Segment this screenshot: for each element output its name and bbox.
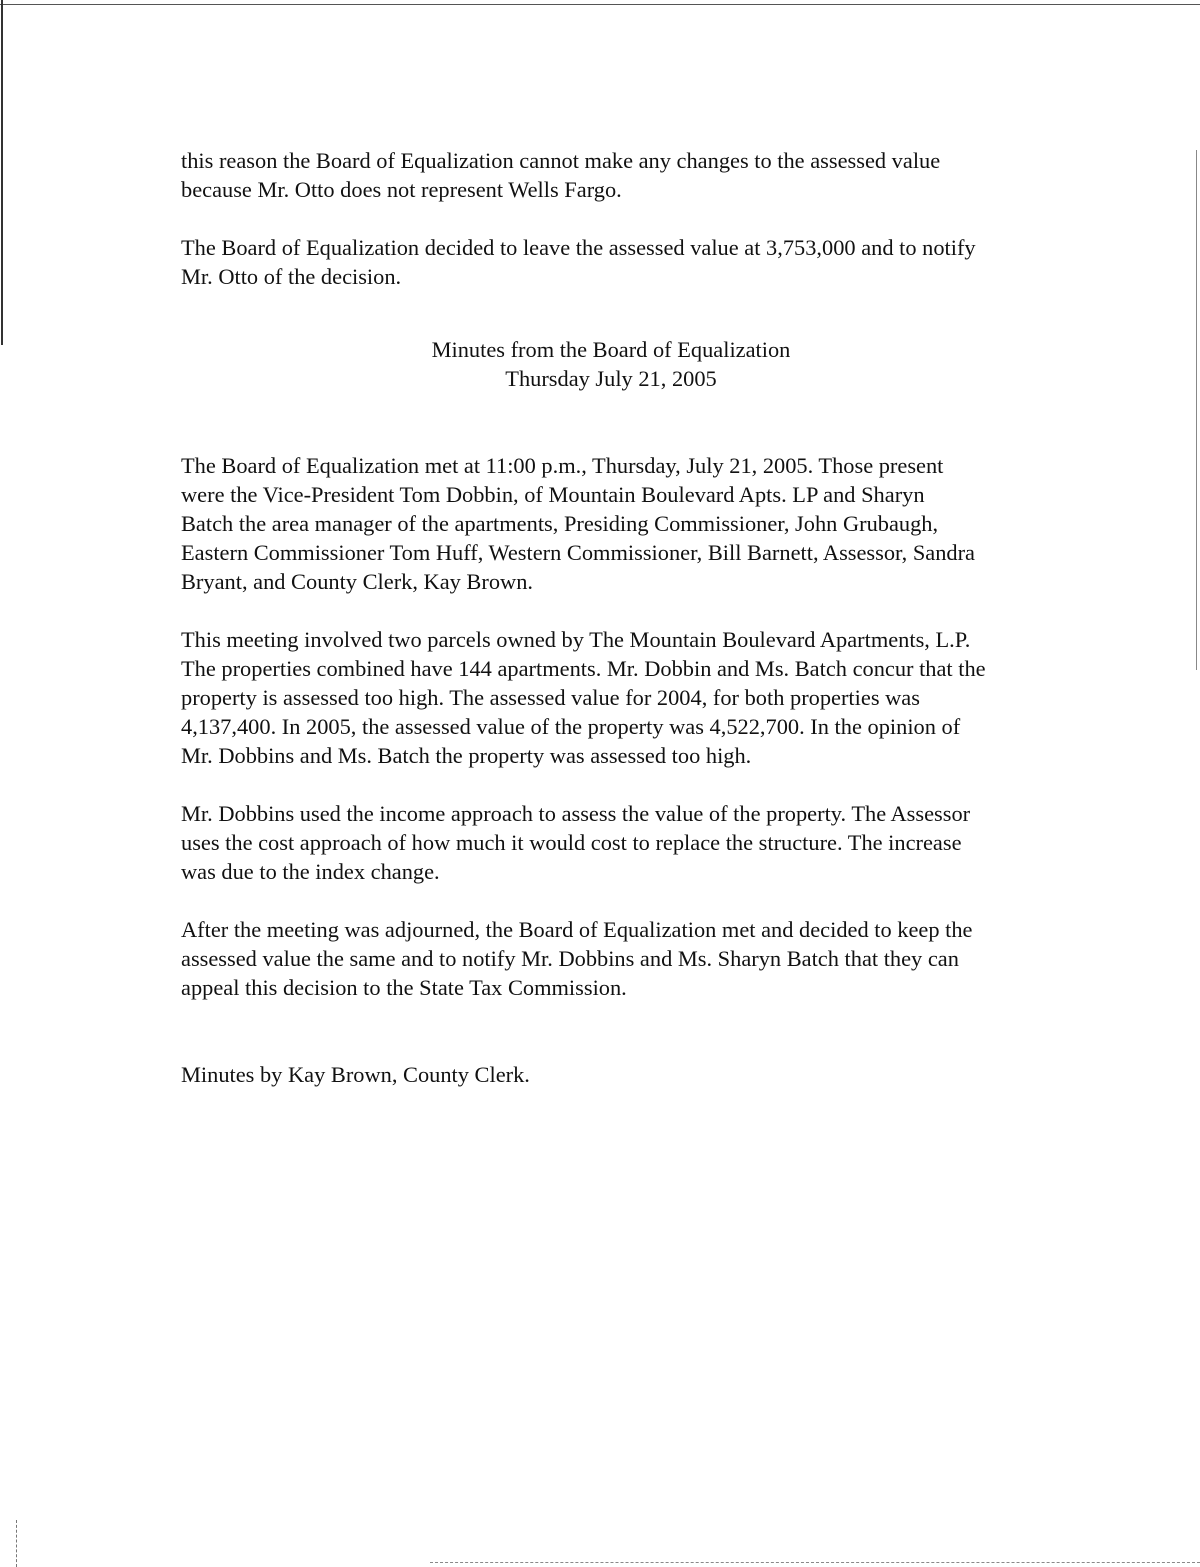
scan-edge-bottom-left	[16, 1520, 18, 1567]
scan-edge-top	[0, 4, 1200, 5]
minutes-heading	[181, 335, 1041, 393]
minutes-heading-date: Thursday July 21, 2005	[505, 366, 717, 391]
minutes-heading-title: Minutes from the Board of Equalization	[431, 337, 791, 362]
paragraph-attendees: The Board of Equalization met at 11:00 p.m., Thursday, July 21, 2005. Those present were the Vice-President Tom Dobbin, of Mountain Boulevard Apts. LP and Sharyn Batch the area manager of the apartments, Presiding Commissioner, John Grubaugh, Eastern Commissioner Tom Huff, Western Commissioner, Bill Barnett, Assessor, Sandra Bryant, and County Clerk, Kay Brown.	[181, 453, 975, 594]
paragraph-parcels: This meeting involved two parcels owned by The Mountain Boulevard Apartments, L.P. The properties combined have 144 apartments. Mr. Dobbin and Ms. Batch concur that the property is assessed too high. The assessed value for 2004, for both properties was 4,137,400. In 2005, the assessed value of the property was 4,522,700. In the opinion of Mr. Dobbins and Ms. Batch the property was assessed too high.	[181, 627, 986, 768]
document-page	[181, 146, 1041, 1118]
scan-edge-right	[1196, 150, 1197, 670]
paragraph-decision-otto: The Board of Equalization decided to leave the assessed value at 3,753,000 and to notify Mr. Otto of the decision.	[181, 235, 976, 289]
paragraph-decision-dobbins: After the meeting was adjourned, the Board of Equalization met and decided to keep the assessed value the same and to notify Mr. Dobbins and Ms. Sharyn Batch that they can appeal this decision to the State Tax Commission.	[181, 917, 973, 1000]
paragraph-continuation: this reason the Board of Equalization cannot make any changes to the assessed value because Mr. Otto does not represent Wells Fargo.	[181, 148, 941, 202]
scan-edge-left	[1, 0, 3, 345]
signoff: Minutes by Kay Brown, County Clerk.	[181, 1062, 530, 1087]
paragraph-approach: Mr. Dobbins used the income approach to assess the value of the property. The Assessor uses the cost approach of how much it would cost to replace the structure. The increase was due to the index change.	[181, 801, 971, 884]
scan-edge-bottom	[430, 1562, 1200, 1564]
